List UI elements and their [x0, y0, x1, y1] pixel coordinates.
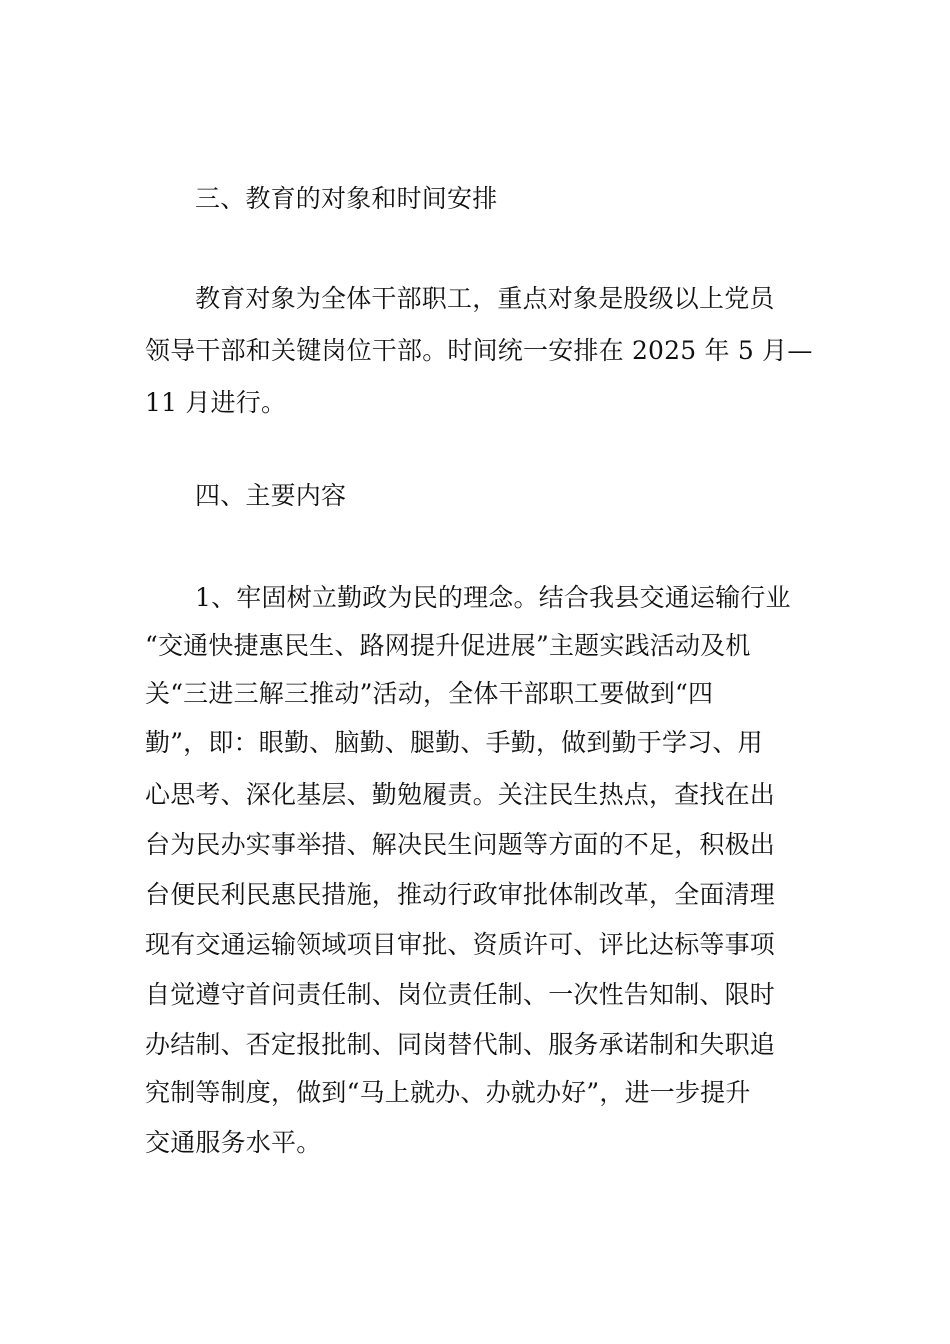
paragraph-line: 办结制、否定报批制、同岗替代制、服务承诺制和失职追 — [145, 1030, 776, 1059]
section-heading-4: 四、主要内容 — [195, 481, 347, 510]
paragraph-line: 领导干部和关键岗位干部。时间统一安排在 2025 年 5 月— — [145, 336, 813, 365]
paragraph-line: 现有交通运输领域项目审批、资质许可、评比达标等事项 — [145, 930, 776, 959]
paragraph-line: 自觉遵守首问责任制、岗位责任制、一次性告知制、限时 — [145, 980, 776, 1009]
paragraph-line: “交通快捷惠民生、路网提升促进展”主题实践活动及机 — [145, 631, 751, 660]
paragraph-line: 关“三进三解三推动”活动，全体干部职工要做到“四 — [145, 679, 714, 708]
paragraph-line: 教育对象为全体干部职工，重点对象是股级以上党员 — [195, 284, 775, 313]
section-heading-3: 三、教育的对象和时间安排 — [195, 184, 498, 213]
paragraph-line: 心思考、深化基层、勤勉履责。关注民生热点，查找在出 — [145, 780, 776, 809]
paragraph-line: 勤”，即：眼勤、脑勤、腿勤、手勤，做到勤于学习、用 — [145, 728, 763, 757]
paragraph-line: 1、牢固树立勤政为民的理念。结合我县交通运输行业 — [195, 583, 791, 612]
paragraph-line: 究制等制度，做到“马上就办、办就办好”，进一步提升 — [145, 1078, 751, 1107]
paragraph-line: 台便民利民惠民措施，推动行政审批体制改革，全面清理 — [145, 880, 776, 909]
paragraph-line: 11 月进行。 — [145, 388, 287, 417]
paragraph-line: 台为民办实事举措、解决民生问题等方面的不足，积极出 — [145, 830, 776, 859]
paragraph-line: 交通服务水平。 — [145, 1128, 322, 1157]
